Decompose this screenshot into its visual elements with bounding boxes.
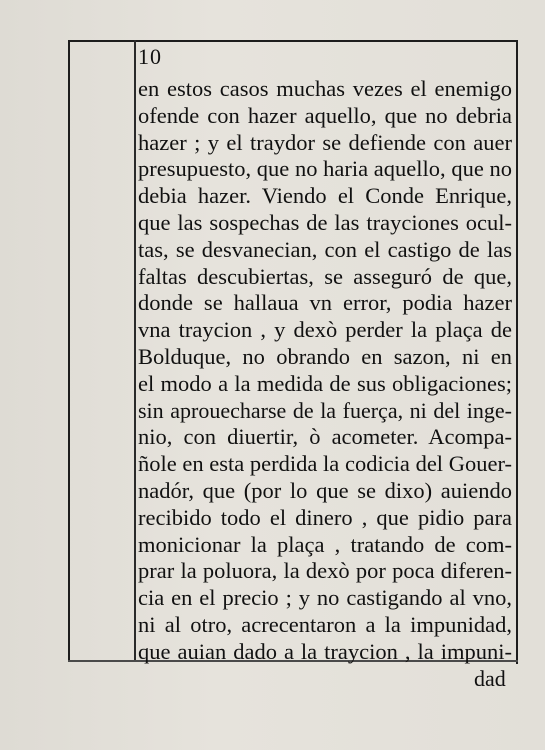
frame-right-rule	[516, 40, 518, 664]
text-line: que auian dado a la traycion , la impuni-	[138, 638, 512, 664]
body-text	[138, 76, 512, 666]
text-line: en estos casos muchas vezes el enemigo	[138, 76, 512, 101]
text-line: ñole en esta perdida la codicia del Gouer-	[138, 451, 512, 477]
text-line: hazer ; y el traydor se defiende con auer	[138, 129, 512, 155]
text-line: el modo a la medida de sus obligaciones;	[138, 370, 512, 396]
text-line: que las sospechas de las trayciones ocul-	[138, 209, 512, 235]
text-line: debia hazer. Viendo el Conde Enrique,	[138, 183, 512, 209]
text-line: recibido todo el dinero , que pidio para	[138, 504, 512, 530]
text-line: nio, con diuertir, ò acometer. Acompa-	[138, 424, 512, 450]
text-line: presupuesto, que no haria aquello, que no	[138, 156, 512, 182]
text-line: ni al otro, acrecentaron a la impunidad,	[138, 611, 512, 637]
text-line: vna traycion , y dexò perder la plaça de	[138, 317, 512, 343]
text-line: donde se hallaua vn error, podia hazer	[138, 290, 512, 316]
text-line: nadór, que (por lo que se dixo) auiendo	[138, 477, 512, 503]
text-line: monicionar la plaça , tratando de com-	[138, 531, 512, 557]
text-line: cia en el precio ; y no castigando al vno,	[138, 585, 512, 611]
text-line: ofende con hazer aquello, que no debria	[138, 102, 512, 128]
text-line: faltas descubiertas, se asseguró de que,	[138, 263, 512, 289]
text-line: Bolduque, no obrando en sazon, ni en	[138, 343, 512, 369]
page-number: 10	[138, 44, 162, 69]
frame-left-rule	[68, 40, 70, 662]
text-column-rule	[134, 40, 136, 660]
catchword: dad	[474, 666, 506, 691]
text-line: prar la poluora, la dexò por poca diferen-	[138, 558, 512, 584]
text-line: sin aprouecharse de la fuerça, ni del inge-	[138, 397, 512, 423]
text-line: tas, se desvanecian, con el castigo de las	[138, 236, 512, 262]
